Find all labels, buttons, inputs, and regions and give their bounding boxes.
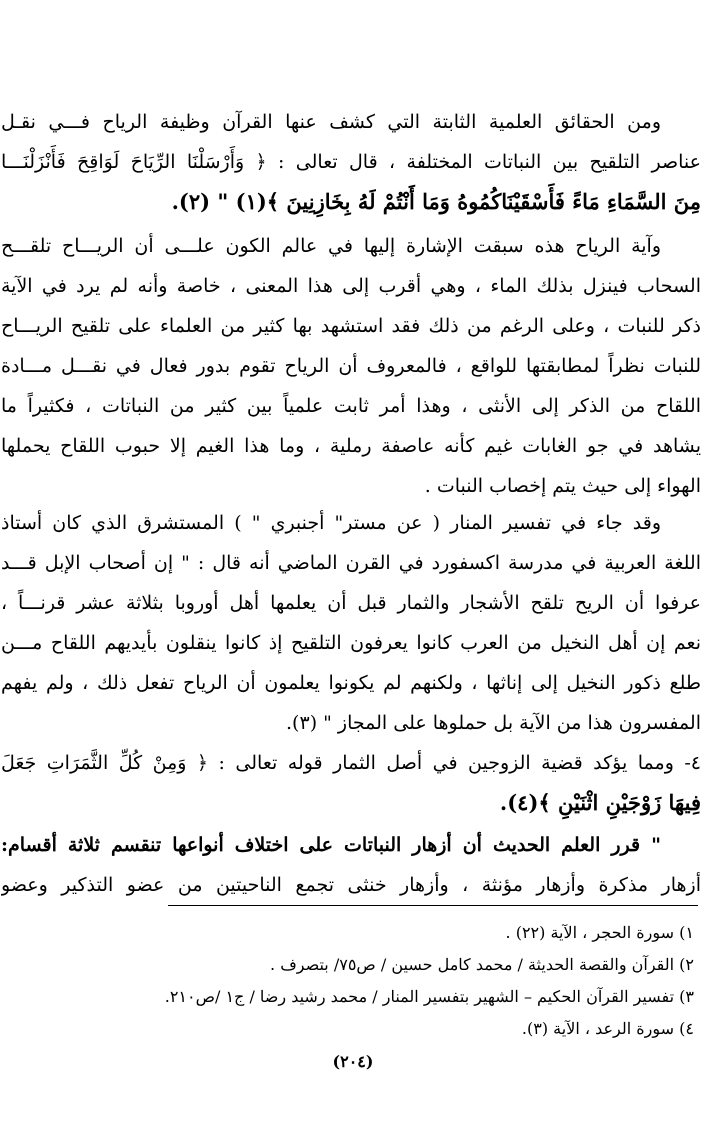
body-line: " قرر العلم الحديث أن أزهار النباتات على اختلاف أنواعها تنقسم ثلاثة أقسام: <box>1 834 661 856</box>
body-line-with-verse: عناصر التلقيح بين النباتات المختلفة ، قال تعالى : ﴿ وَأَرْسَلْنَا الرِّيَاحَ لَوَاقِحَ فَأَنْزَلْنَـــا <box>1 151 701 173</box>
footnote-2: ٢) القرآن والقصة الحديثة / محمد كامل حسين / ص٧٥/ بتصرف . <box>270 955 694 974</box>
body-line: نعم إن أهل النخيل من العرب كانوا يعرفون التلقيح إذ كانوا ينقلون بأيديهم اللقاح مـــن <box>1 632 701 654</box>
quran-verse-line: مِنَ السَّمَاءِ مَاءً فَأَسْقَيْنَاكُمُوهُ وَمَا أَنْتُمْ لَهُ بِخَازِنِينَ ﴾(١) " (٢). <box>171 189 701 214</box>
footnote-divider <box>168 905 698 906</box>
body-line: للنبات نظراً لمطابقتها للواقع ، فالمعروف أن الرياح تقوم بدور فعال في نقـــل مـــادة <box>1 355 701 377</box>
body-line: عرفوا أن الريح تلقح الأشجار والثمار قبل أن يعلمها أهل أوروبا بثلاثة عشر قرنـــاً ، <box>1 592 701 614</box>
body-line: الهواء إلى حيث يتم إخصاب النبات . <box>424 475 701 497</box>
body-line: اللقاح من الذكر إلى الأنثى ، وهذا أمر ثابت علمياً بين كثير من النباتات ، فكثيراً ما <box>1 395 701 417</box>
body-line: وآية الرياح هذه سبقت الإشارة إليها في عالم الكون علـــى أن الريـــاح تلقـــح <box>1 235 661 257</box>
body-line: المفسرون هذا من الآية بل حملوها على المجاز " (٣). <box>286 712 701 734</box>
body-line: أزهار مذكرة وأزهار مؤنثة ، وأزهار خنثى تجمع الناحيتين من عضو التذكير وعضو <box>1 874 701 896</box>
quran-verse-line: فِيهَا زَوْجَيْنِ اثْنَيْنِ ﴾(٤). <box>499 790 701 815</box>
body-line: السحاب فينزل بذلك الماء ، وهي أقرب إلى هذا المعنى ، خاصة وأنه لم يرد في الآية <box>1 275 701 297</box>
body-line: وقد جاء في تفسير المنار ( عن مستر" أجنبري " ) المستشرق الذي كان أستاذ <box>1 512 661 534</box>
footnote-3: ٣) تفسير القرآن الحكيم – الشهير بتفسير المنار / محمد رشيد رضا / ج١ /ص٢١٠. <box>164 987 694 1006</box>
body-line: ومن الحقائق العلمية الثابتة التي كشف عنها القرآن وظيفة الرياح فـــي نقـل <box>1 111 661 133</box>
footnote-1: ١) سورة الحجر ، الآية (٢٢) . <box>505 923 694 942</box>
body-line: طلع ذكور النخيل إلى إناثها ، ولكنهم لم يكونوا يعلمون أن الرياح تفعل ذلك ، ولم يفهم <box>1 672 701 694</box>
numbered-item-with-verse: ٤- ومما يؤكد قضية الزوجين في أصل الثمار قوله تعالى : ﴿ وَمِنْ كُلِّ الثَّمَرَاتِ جَعَلَ <box>1 752 701 774</box>
page-number: (٢٠٤) <box>332 1052 374 1071</box>
body-line: ذكر للنبات ، وعلى الرغم من ذلك فقد استشهد بها كثير من العلماء على تلقيح الريـــاح <box>1 315 701 337</box>
footnote-4: ٤) سورة الرعد ، الآية (٣). <box>521 1019 694 1038</box>
body-line: اللغة العربية في مدرسة اكسفورد في القرن الماضي أنه قال : " إن أصحاب الإبل قـــد <box>1 552 701 574</box>
body-line: يشاهد في جو الغابات غيم كأنه عاصفة رملية ، وما هذا الغيم إلا حبوب اللقاح يحملها <box>1 435 701 457</box>
